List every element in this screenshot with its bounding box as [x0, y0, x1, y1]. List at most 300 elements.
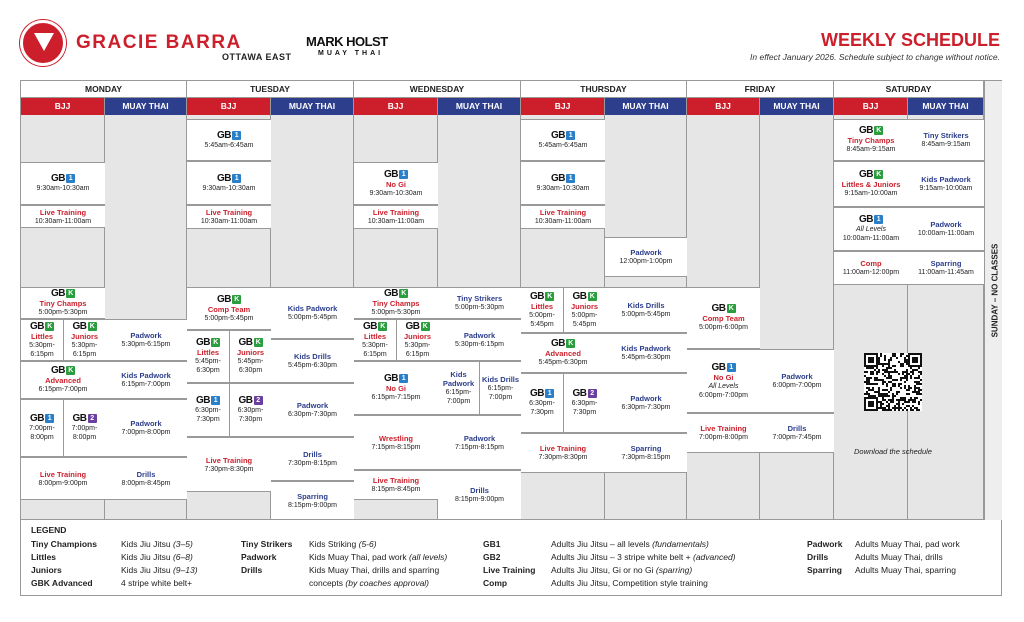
sunday-column	[984, 81, 1002, 520]
class-cell[interactable]	[187, 437, 271, 492]
class-time: 10:30am-11:00am	[367, 218, 425, 225]
level-badge-icon: K	[566, 339, 575, 348]
legend-desc: Kids Jiu Jitsu	[121, 552, 173, 562]
level-badge-icon: K	[421, 322, 430, 331]
class-name: Comp Team	[702, 314, 745, 323]
level-badge-icon: K	[66, 366, 75, 375]
class-name: Live Training	[39, 469, 87, 479]
class-cell[interactable]	[563, 373, 605, 433]
day-header-mon: MONDAY	[21, 81, 187, 98]
class-cell[interactable]	[187, 287, 271, 330]
gracie-barra-seal-icon	[20, 20, 66, 66]
class-time: 5:30pm-6:15pm	[362, 341, 388, 358]
class-name: Drills	[787, 424, 807, 433]
class-cell[interactable]	[834, 161, 908, 207]
legend-row	[241, 551, 447, 564]
class-name: Live Training	[205, 208, 253, 217]
class-cell[interactable]	[105, 399, 187, 457]
class-cell[interactable]	[187, 119, 271, 161]
class-name: Kids Drills	[627, 301, 665, 310]
level-badge-icon: 1	[566, 131, 575, 140]
class-cell[interactable]	[354, 415, 438, 470]
class-name: Drills	[136, 469, 156, 479]
class-cell[interactable]	[834, 119, 908, 161]
legend-term: GBK Advanced	[31, 578, 93, 588]
class-time: 5:45pm-6:30pm	[287, 362, 338, 369]
class-time: 7:15pm-8:15pm	[371, 443, 421, 451]
bjj-header-thu: BJJ	[521, 98, 605, 115]
class-time: 6:30pm-7:30pm	[621, 404, 671, 411]
legend-term: Live Training	[483, 565, 536, 575]
class-time: 8:15pm-9:00pm	[454, 496, 505, 503]
class-cell[interactable]	[229, 383, 271, 437]
header	[0, 0, 1024, 80]
legend-desc: concepts	[309, 578, 346, 588]
class-cell[interactable]	[21, 319, 63, 361]
class-cell[interactable]	[21, 457, 105, 500]
class-name: Littles	[530, 301, 554, 311]
legend-desc: Kids Striking	[309, 539, 359, 549]
class-cell[interactable]	[354, 162, 438, 205]
legend-row	[31, 564, 198, 577]
legend-desc: Kids Jiu Jitsu	[121, 565, 173, 575]
class-cell[interactable]	[605, 287, 687, 333]
legend-row	[241, 538, 447, 551]
legend-desc: Kids Jiu Jitsu	[121, 539, 173, 549]
class-time: 7:15pm-8:15pm	[454, 443, 505, 451]
class-time: 6:00pm-7:00pm	[698, 391, 749, 399]
class-cell[interactable]	[908, 251, 984, 285]
class-cell[interactable]	[21, 399, 63, 457]
legend-term: Tiny Strikers	[241, 539, 293, 549]
class-time: 5:00pm-5:45pm	[287, 314, 338, 321]
legend-note: (6–8)	[172, 552, 193, 562]
legend-desc: Adults Muay Thai, pad work	[855, 539, 960, 549]
class-name: Littles	[196, 348, 220, 357]
class-cell[interactable]	[521, 333, 605, 373]
class-name: Tiny Champs	[847, 136, 895, 145]
day-header-thu: THURSDAY	[521, 81, 687, 98]
level-badge-icon: 1	[232, 174, 241, 183]
class-cell[interactable]	[605, 433, 687, 473]
legend-row	[31, 538, 198, 551]
gb-badge-icon: GB K	[859, 170, 883, 179]
class-cell[interactable]	[834, 207, 908, 251]
level-badge-icon: K	[232, 295, 241, 304]
gb-badge-icon: GB 2	[239, 396, 263, 405]
class-cell[interactable]	[354, 319, 396, 361]
gb-badge-icon: GB K	[859, 126, 883, 135]
class-time: 5:45pm-6:30pm	[538, 359, 588, 366]
class-cell[interactable]	[21, 361, 105, 399]
level-badge-icon: K	[727, 304, 736, 313]
class-time: 11:00am-12:00pm	[842, 269, 900, 276]
class-name: Kids Padwork	[442, 370, 475, 388]
class-time: 5:00pm-5:45pm	[571, 311, 598, 328]
class-level: All Levels	[708, 382, 739, 390]
muay-thai-header-fri: MUAY THAI	[760, 98, 834, 115]
class-name: Juniors	[236, 348, 265, 357]
class-time: 8:45am-9:15am	[921, 141, 971, 148]
legend-note: (advanced)	[692, 552, 736, 562]
legend-desc: Adults Jiu Jitsu, Competition style training	[551, 578, 708, 588]
class-cell[interactable]	[21, 162, 105, 205]
legend-term: Littles	[31, 552, 57, 562]
gb-badge-icon: GB K	[217, 295, 241, 304]
class-cell[interactable]	[438, 470, 521, 520]
legend-desc: 4 stripe white belt+	[121, 578, 193, 588]
class-name: Littles	[30, 331, 54, 341]
class-cell[interactable]	[438, 415, 521, 470]
legend-row	[31, 551, 198, 564]
level-badge-icon: 1	[232, 131, 241, 140]
class-cell[interactable]	[187, 205, 271, 229]
gb-badge-icon: GB K	[363, 322, 387, 331]
legend-term: Tiny Champions	[31, 539, 97, 549]
class-time: 10:00am-11:00am	[842, 235, 900, 242]
class-name: Kids Drills	[293, 352, 332, 361]
day-header-sat: SATURDAY	[834, 81, 984, 98]
class-name: Tiny Champs	[39, 299, 87, 308]
download-caption: Download the schedule	[854, 447, 932, 456]
schedule-grid	[20, 80, 1002, 520]
level-badge-icon: 1	[727, 363, 736, 372]
class-cell[interactable]	[354, 287, 438, 319]
class-cell[interactable]	[908, 207, 984, 251]
level-badge-icon: 1	[66, 174, 75, 183]
class-name: Juniors	[570, 301, 599, 311]
gb-badge-icon: GB K	[712, 304, 736, 313]
gb-badge-icon: GB 1	[30, 414, 54, 423]
class-name: Kids Padwork	[287, 304, 338, 313]
class-time: 6:30pm-7:30pm	[195, 407, 221, 423]
legend-col3	[483, 538, 736, 590]
class-time: 5:00pm-5:30pm	[454, 304, 505, 311]
class-time: 7:00pm-8:00pm	[29, 425, 55, 441]
class-time: 5:00pm-5:30pm	[371, 309, 421, 316]
gb-badge-icon: GB K	[573, 292, 597, 301]
legend-note: (9–13)	[172, 565, 198, 575]
level-badge-icon: K	[254, 338, 263, 347]
class-time: 7:00pm-7:45pm	[772, 434, 822, 441]
level-badge-icon: K	[45, 322, 54, 331]
legend-row	[241, 564, 447, 577]
sunday-label: SUNDAY – NO CLASSES	[990, 243, 1000, 338]
class-cell[interactable]	[438, 361, 479, 415]
class-cell[interactable]	[834, 251, 908, 285]
class-time: 5:30pm-6:15pm	[121, 341, 171, 348]
class-time: 9:15am-10:00am	[919, 185, 973, 192]
class-name: No Gi	[713, 372, 734, 382]
class-time: 9:15am-10:00am	[844, 190, 898, 197]
bjj-header-fri: BJJ	[687, 98, 760, 115]
legend-desc: Kids Muay Thai, pad work	[309, 552, 409, 562]
legend-term: GB1	[483, 539, 501, 549]
class-name: Sparring	[297, 491, 328, 501]
legend-note: (5-6)	[358, 539, 377, 549]
class-name: Padwork	[781, 372, 813, 381]
legend-desc: Kids Muay Thai, drills and sparring	[309, 565, 440, 575]
bjj-header-sat: BJJ	[834, 98, 908, 115]
class-name: Padwork	[296, 401, 329, 410]
page-subtitle: In effect January 2026. Schedule subject to change without notice.	[750, 52, 1000, 62]
legend-term: Drills	[241, 565, 263, 575]
class-cell[interactable]	[187, 330, 229, 383]
class-time: 5:30pm-6:15pm	[71, 341, 98, 358]
gb-badge-icon: GB K	[73, 322, 97, 331]
class-time: 10:30am-11:00am	[200, 218, 258, 225]
level-badge-icon: 1	[399, 170, 408, 179]
class-cell[interactable]	[521, 287, 563, 333]
class-time: 9:30am-10:30am	[36, 185, 90, 192]
class-cell[interactable]	[354, 205, 438, 229]
muay-thai-header-mon: MUAY THAI	[105, 98, 187, 115]
class-time: 5:45am-6:45am	[538, 141, 588, 149]
class-time: 5:00pm-5:45pm	[204, 314, 254, 322]
class-cell[interactable]	[521, 161, 605, 205]
class-name: Padwork	[130, 331, 162, 340]
class-name: Littles & Juniors	[841, 180, 901, 189]
class-cell[interactable]	[187, 161, 271, 205]
legend-term: Drills	[807, 552, 829, 562]
legend-row	[483, 577, 736, 590]
gb-badge-icon: GB 1	[859, 215, 883, 224]
legend-term: GB2	[483, 552, 501, 562]
class-cell[interactable]	[105, 457, 187, 500]
class-time: 5:30pm-6:15pm	[404, 341, 431, 358]
class-time: 5:45pm-6:30pm	[237, 358, 264, 374]
class-name: Padwork	[463, 331, 496, 340]
legend-term: Padwork	[807, 539, 843, 549]
gb-badge-icon: GB 2	[573, 389, 597, 398]
legend-desc: Adults Muay Thai, sparring	[855, 565, 956, 575]
legend-col2	[241, 538, 447, 590]
class-time: 8:15pm-9:00pm	[287, 501, 338, 509]
gb-badge-icon: GB K	[51, 289, 75, 298]
muay-thai-header-wed: MUAY THAI	[438, 98, 521, 115]
level-badge-icon: K	[399, 289, 408, 298]
class-time: 7:30pm-8:30pm	[538, 454, 588, 461]
class-cell[interactable]	[105, 319, 187, 361]
class-time: 5:45pm-6:30pm	[195, 358, 221, 374]
class-name: Live Training	[539, 444, 587, 453]
legend-term: Juniors	[31, 565, 62, 575]
level-badge-icon: 1	[45, 414, 54, 423]
level-badge-icon: K	[211, 338, 220, 347]
class-name: Advanced	[45, 376, 81, 385]
gb-badge-icon: GB K	[406, 322, 430, 331]
level-badge-icon: K	[874, 126, 883, 135]
class-cell[interactable]	[63, 399, 105, 457]
class-cell[interactable]	[21, 287, 105, 319]
class-time: 8:15pm-8:45pm	[371, 486, 421, 493]
class-name: Kids Padwork	[921, 175, 971, 184]
partner-logo: MARK HOLST	[306, 34, 388, 49]
muay-thai-header-tue: MUAY THAI	[271, 98, 354, 115]
class-name: Live Training	[700, 424, 747, 433]
gb-badge-icon: GB 1	[217, 174, 241, 183]
level-badge-icon: 1	[211, 396, 220, 405]
class-time: 8:00pm-9:00pm	[38, 479, 88, 487]
class-cell[interactable]	[605, 237, 687, 277]
legend-row	[807, 538, 960, 551]
class-name: Padwork	[630, 248, 662, 257]
class-time: 5:00pm-6:00pm	[698, 324, 749, 331]
class-time: 5:00pm-5:30pm	[38, 309, 88, 316]
class-cell[interactable]	[760, 413, 834, 453]
class-cell[interactable]	[396, 319, 438, 361]
class-time: 9:30am-10:30am	[369, 189, 423, 197]
class-time: 8:45am-9:15am	[846, 146, 896, 153]
level-badge-icon: 2	[588, 389, 597, 398]
class-name: Tiny Strikers	[923, 131, 969, 140]
class-cell[interactable]	[605, 333, 687, 373]
legend-desc: Adults Jiu Jitsu – all levels	[551, 539, 653, 549]
class-cell[interactable]	[521, 433, 605, 473]
class-time: 6:15pm-7:00pm	[121, 381, 171, 388]
class-cell[interactable]	[271, 383, 354, 437]
class-cell[interactable]	[271, 481, 354, 520]
day-header-wed: WEDNESDAY	[354, 81, 521, 98]
class-time: 10:30am-11:00am	[534, 218, 592, 225]
legend-row	[31, 577, 198, 590]
class-name: Comp Team	[207, 304, 251, 314]
level-badge-icon: 2	[88, 414, 97, 423]
class-cell[interactable]	[479, 361, 521, 415]
gb-badge-icon: GB 1	[551, 131, 575, 140]
class-time: 7:30pm-8:15pm	[621, 454, 671, 461]
legend-note: (all levels)	[409, 552, 448, 562]
class-cell[interactable]	[271, 287, 354, 339]
class-name: Advanced	[545, 349, 581, 358]
class-name: No Gi	[386, 384, 406, 393]
gb-badge-icon: GB 2	[73, 414, 97, 423]
class-cell[interactable]	[354, 361, 438, 415]
legend-term: Padwork	[241, 552, 277, 562]
class-cell[interactable]	[229, 330, 271, 383]
class-name: Drills	[470, 486, 489, 495]
brand-name: GRACIE BARRA	[76, 32, 242, 53]
legend-desc: Adults Jiu Jitsu, Gi or no Gi	[551, 565, 656, 575]
bjj-header-wed: BJJ	[354, 98, 438, 115]
day-header-fri: FRIDAY	[687, 81, 834, 98]
class-time: 5:00pm-5:45pm	[529, 311, 555, 328]
gb-badge-icon: GB 1	[51, 174, 75, 183]
class-name: Live Training	[539, 208, 587, 217]
level-badge-icon: K	[588, 292, 597, 301]
class-cell[interactable]	[521, 119, 605, 161]
class-name: Live Training	[39, 207, 87, 217]
class-time: 6:15pm-7:00pm	[487, 384, 514, 401]
class-name: Padwork	[630, 394, 662, 403]
legend-row	[807, 564, 960, 577]
gb-badge-icon: GB K	[30, 322, 54, 331]
class-time: 6:15pm-7:00pm	[38, 386, 88, 393]
class-time: 5:45pm-6:30pm	[621, 354, 671, 361]
class-cell[interactable]	[271, 339, 354, 383]
level-badge-icon: K	[874, 170, 883, 179]
class-time: 9:30am-10:30am	[536, 184, 590, 192]
class-time: 6:30pm-7:30pm	[529, 400, 555, 416]
class-cell[interactable]	[760, 349, 834, 413]
class-cell[interactable]	[563, 287, 605, 333]
gb-badge-icon: GB 1	[384, 170, 408, 179]
class-name: Sparring	[630, 444, 662, 453]
class-cell[interactable]	[687, 349, 760, 413]
class-cell[interactable]	[187, 383, 229, 437]
class-name: Kids Drills	[481, 374, 520, 384]
gb-badge-icon: GB K	[551, 339, 575, 348]
class-time: 9:30am-10:30am	[202, 184, 256, 192]
gb-badge-icon: GB 1	[551, 174, 575, 183]
level-badge-icon: 1	[874, 215, 883, 224]
legend-note: (fundamentals)	[652, 539, 709, 549]
legend-note: (sparring)	[655, 565, 693, 575]
partner-logo-sub: MUAY THAI	[318, 50, 384, 57]
level-badge-icon: K	[66, 289, 75, 298]
class-cell[interactable]	[521, 373, 563, 433]
class-time: 6:15pm-7:00pm	[445, 389, 472, 405]
class-name: Padwork	[930, 220, 962, 229]
class-time: 6:30pm-7:30pm	[237, 407, 264, 423]
class-cell[interactable]	[605, 373, 687, 433]
class-cell[interactable]	[63, 319, 105, 361]
class-time: 10:30am-11:00am	[34, 217, 92, 225]
class-cell[interactable]	[21, 205, 105, 228]
muay-thai-header-thu: MUAY THAI	[605, 98, 687, 115]
day-header-tue: TUESDAY	[187, 81, 354, 98]
page-title: WEEKLY SCHEDULE	[820, 30, 1000, 50]
class-cell[interactable]	[908, 161, 984, 207]
class-name: Sparring	[930, 259, 962, 268]
class-name: Tiny Champs	[372, 299, 420, 308]
level-badge-icon: K	[88, 322, 97, 331]
class-name: Drills	[303, 450, 322, 459]
legend-desc: Adults Jiu Jitsu – 3 stripe white belt +	[551, 552, 693, 562]
legend-row	[483, 551, 736, 564]
class-cell[interactable]	[354, 470, 438, 500]
class-name: Wrestling	[378, 433, 414, 443]
level-badge-icon: 1	[399, 374, 408, 383]
class-cell[interactable]	[438, 319, 521, 361]
class-name: Tiny Strikers	[456, 294, 503, 303]
gb-badge-icon: GB K	[196, 338, 220, 347]
gb-badge-icon: GB K	[384, 289, 408, 298]
qr-code-icon[interactable]	[864, 353, 922, 411]
class-cell[interactable]	[521, 205, 605, 229]
class-cell[interactable]	[438, 287, 521, 319]
class-cell[interactable]	[687, 287, 760, 349]
class-level: All Levels	[856, 226, 886, 233]
class-name: Padwork	[463, 433, 496, 443]
class-cell[interactable]	[105, 361, 187, 399]
legend-row	[807, 551, 960, 564]
class-cell[interactable]	[908, 119, 984, 161]
class-time: 7:30pm-8:15pm	[287, 460, 338, 467]
class-name: Padwork	[130, 419, 162, 428]
brand-location: OTTAWA EAST	[222, 52, 292, 62]
legend-note: (by coaches approval)	[345, 578, 430, 588]
class-cell[interactable]	[687, 413, 760, 453]
muay-thai-column-fri	[760, 115, 834, 520]
gb-badge-icon: GB K	[51, 366, 75, 375]
legend-term: Sparring	[807, 565, 842, 575]
class-cell[interactable]	[271, 437, 354, 481]
bjj-header-tue: BJJ	[187, 98, 271, 115]
legend-row	[241, 577, 447, 590]
legend-row	[483, 538, 736, 551]
legend-row	[483, 564, 736, 577]
